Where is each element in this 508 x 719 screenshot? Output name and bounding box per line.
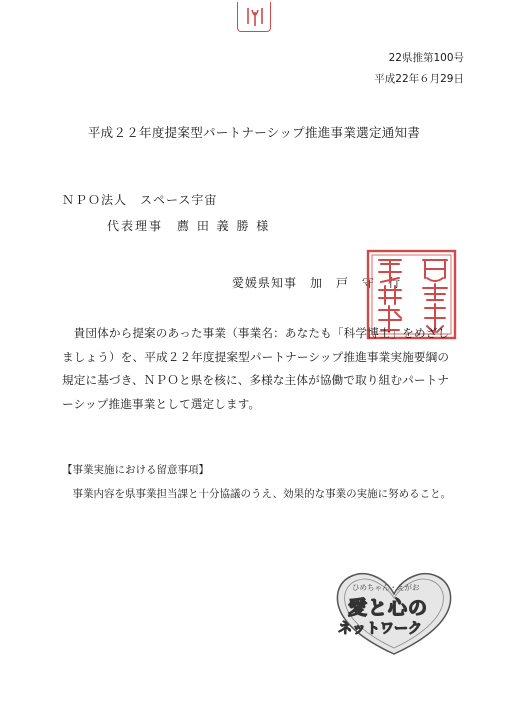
logo-top-text: ひめちゃん・えがお: [352, 583, 420, 592]
notes-body: 事業内容を県事業担当課と十分協議のうえ、効果的な事業の実施に努めること。: [72, 488, 452, 500]
recipient-person: 代表理事 薦 田 義 勝 様: [107, 219, 271, 233]
network-logo: [330, 568, 458, 658]
recipient-organization: ＮＰＯ法人 スペース宇宙: [62, 193, 218, 207]
body-paragraph: 貴団体から提案のあった事業（事業名：あなたも「科学博士」をめざしましょう）を、平成２２年度提案型パートナーシップ推進事業実施要綱の規定に基づき、ＮＰＯと県を核に、多様な主体が協働で取り組むパートナーシップ推進事業として選定します。: [62, 326, 450, 411]
top-seal-icon: [237, 2, 271, 32]
document-number: 22県推第100号: [388, 52, 464, 64]
logo-sub-text: ネットワーク: [338, 621, 422, 637]
issuer-name: 愛媛県知事 加 戸 守 行: [232, 276, 402, 290]
logo-main-text: 愛と心の: [348, 597, 429, 619]
document-title: 平成２２年度提案型パートナーシップ推進事業選定通知書: [87, 125, 421, 140]
notes-heading: 【事業実施における留意事項】: [62, 464, 209, 476]
document-date: 平成22年６月29日: [374, 73, 464, 85]
